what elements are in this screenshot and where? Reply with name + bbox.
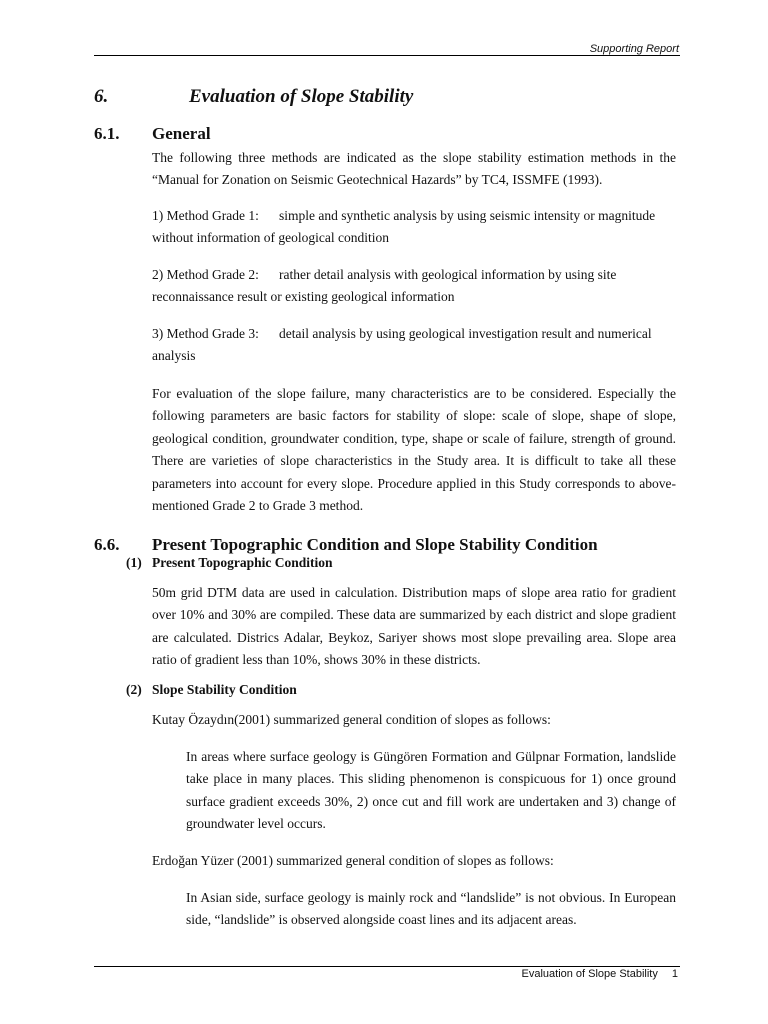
method-label: 2) Method Grade 2: [152, 267, 259, 282]
header-divider [94, 55, 680, 56]
section-heading-present-condition [94, 535, 598, 555]
method-grade-3 [152, 323, 676, 368]
topographic-paragraph: 50m grid DTM data are used in calculation. Distribution maps of slope area ratio for gradient over 10% and 30% are compiled. These data are summarized by each district and slope gradient are calculated. Districs Adalar, Beykoz, Sariyer shows most slope prevailing area. Slope area ratio of gradient less than 10%, shows 30% in these districts. [152, 585, 676, 668]
general-intro-paragraph: The following three methods are indicated as the slope stability estimation methods in the “Manual for Zonation on Seismic Geotechnical Hazards” by TC4, ISSMFE (1993). [152, 150, 676, 188]
evaluation-paragraph: For evaluation of the slope failure, many characteristics are to be considered. Especially the following parameters are basic factors for stability of slope: scale of slope, shape of slope, geological condition, groundwater condition, type, shape or scale of failure, strength of ground. There are varieties of slope characteristics in the Study area. It is difficult to take all these parameters into account for every slope. Procedure applied in this Study corresponds to above-mentioned Grade 2 to Grade 3 method. [152, 386, 676, 514]
subsection-heading-stability [126, 682, 297, 698]
subsection-title: Slope Stability Condition [152, 682, 297, 697]
subsection-number: (1) [126, 555, 142, 570]
footer-title: Evaluation of Slope Stability [521, 968, 658, 980]
method-grade-1 [152, 205, 676, 250]
section-title: General [152, 124, 211, 143]
chapter-heading [94, 86, 413, 108]
subsection-title: Present Topographic Condition [152, 555, 333, 570]
footer-divider [94, 966, 680, 967]
page-number: 1 [671, 968, 678, 980]
kutay-quote: In areas where surface geology is Güngören Formation and Gülpnar Formation, landslide take place in many places. This sliding phenomenon is conspicuous for 1) once ground surface gradient exceeds 30%, 2) once cut and fill work are undertaken and 3) change of groundwater level occurs. [186, 749, 676, 832]
chapter-title: Evaluation of Slope Stability [189, 86, 414, 107]
method-label: 1) Method Grade 1: [152, 208, 259, 223]
chapter-number: 6. [94, 86, 109, 107]
running-header: Supporting Report [589, 43, 679, 55]
erdogan-intro: Erdoğan Yüzer (2001) summarized general condition of slopes as follows: [152, 853, 554, 868]
subsection-heading-topographic [126, 555, 333, 571]
method-text: simple and synthetic analysis by using seismic intensity or magnitude without information of geological condition [152, 208, 656, 246]
section-number: 6.6. [94, 535, 120, 554]
subsection-number: (2) [126, 682, 142, 697]
kutay-intro: Kutay Özaydın(2001) summarized general condition of slopes as follows: [152, 712, 551, 727]
method-text: rather detail analysis with geological information by using site reconnaissance result or existing geological information [152, 267, 617, 305]
section-number: 6.1. [94, 124, 120, 143]
method-label: 3) Method Grade 3: [152, 326, 259, 341]
method-grade-2 [152, 264, 676, 309]
section-heading-general [94, 124, 211, 144]
running-footer [522, 968, 679, 980]
erdogan-quote: In Asian side, surface geology is mainly rock and “landslide” is not obvious. In European side, “landslide” is observed alongside coast lines and its adjacent areas. [186, 890, 676, 928]
section-title: Present Topographic Condition and Slope Stability Condition [152, 535, 598, 554]
method-text: detail analysis by using geological investigation result and numerical analysis [152, 326, 652, 364]
